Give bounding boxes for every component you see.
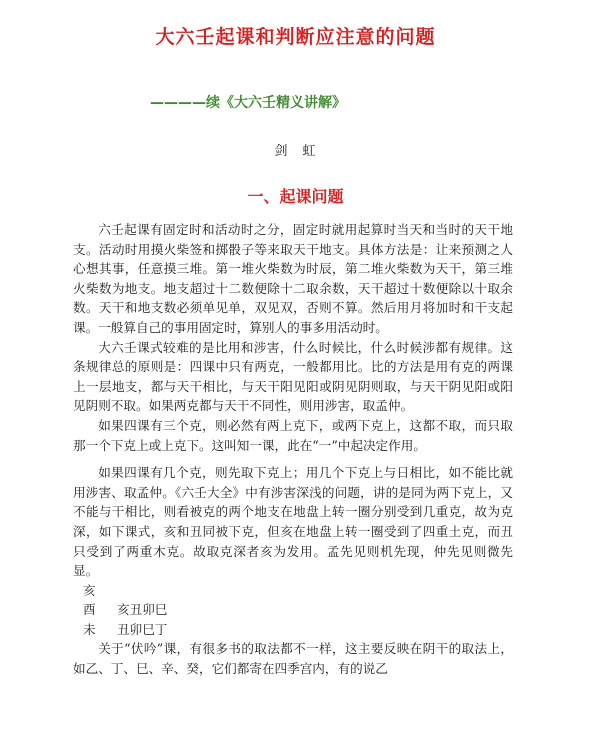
author-name: 剑 虹 bbox=[274, 144, 317, 159]
section-heading: 一、起课问题 bbox=[247, 187, 344, 206]
ganzhi-sequence: 亥丑卯巳 bbox=[117, 602, 168, 618]
paragraph: 大六壬课式较难的是比用和涉害，什么时候比，什么时候涉都有规律。这条规律总的原则是：四课中只有两克，一般都用比。比的方法是用有克的两课上一层地支，都与天干相比，与天干阳见阳或阴见阴则取，与天干阴见阳或阳见阴则不取。如果两克都与天干不同性，则用涉害，取孟仲。 bbox=[73, 339, 513, 414]
ganzhi-sequence: 丑卯巳丁 bbox=[117, 621, 168, 637]
paragraph: 如果四课有三个克，则必然有两上克下，或两下克上，这都不取，而只取那一个下克上或上克下。这叫知一课，此在“一”中起决定作用。 bbox=[73, 417, 513, 453]
document-body bbox=[73, 220, 513, 679]
ganzhi-row bbox=[83, 600, 513, 620]
document-subtitle: ————续《大六壬精义讲解》 bbox=[150, 95, 346, 111]
document-title: 大六壬起课和判断应注意的问题 bbox=[155, 26, 436, 48]
ganzhi-row bbox=[83, 620, 513, 640]
paragraph: 关于“伏吟”课，有很多书的取法都不一样，这主要反映在阴干的取法上，如乙、丁、巳、辛、癸，它们都寄在四季宫内，有的说乙 bbox=[73, 641, 513, 677]
ganzhi-branch: 亥 bbox=[83, 582, 96, 598]
ganzhi-row bbox=[83, 581, 513, 601]
ganzhi-chart bbox=[73, 581, 513, 640]
paragraph: 六壬起课有固定时和活动时之分，固定时就用起算时当天和当时的天干地支。活动时用摸火柴签和掷骰子等来取天干地支。具体方法是：让来预测之人心想其事，任意摸三堆。第一堆火柴数为时辰，第二堆火柴数为天干，第三堆火柴数为地支。地支超过十二数便除十二取余数，天干超过十数便除以十取余数。天干和地支数必须单见单，双见双，否则不算。然后用月将加时和干支起课。一般算自己的事用固定时，算别人的事多用活动时。 bbox=[73, 222, 513, 335]
paragraph: 如果四课有几个克，则先取下克上；用几个下克上与日相比，如不能比就用涉害、取孟仲。《六壬大全》中有涉害深浅的问题，讲的是同为两下克上，又不能与干相比，则看被克的两个地支在地盘上转一圈分别受到几重克，故为克深，如下课式，亥和丑同被下克，但亥在地盘上转一圈受到了四重土克，而丑只受到了两重木克。故取克深者亥为发用。孟先见则机先现，仲先见则微先显。 bbox=[73, 465, 513, 579]
ganzhi-branch: 酉 bbox=[83, 602, 96, 618]
ganzhi-branch: 未 bbox=[83, 621, 96, 637]
